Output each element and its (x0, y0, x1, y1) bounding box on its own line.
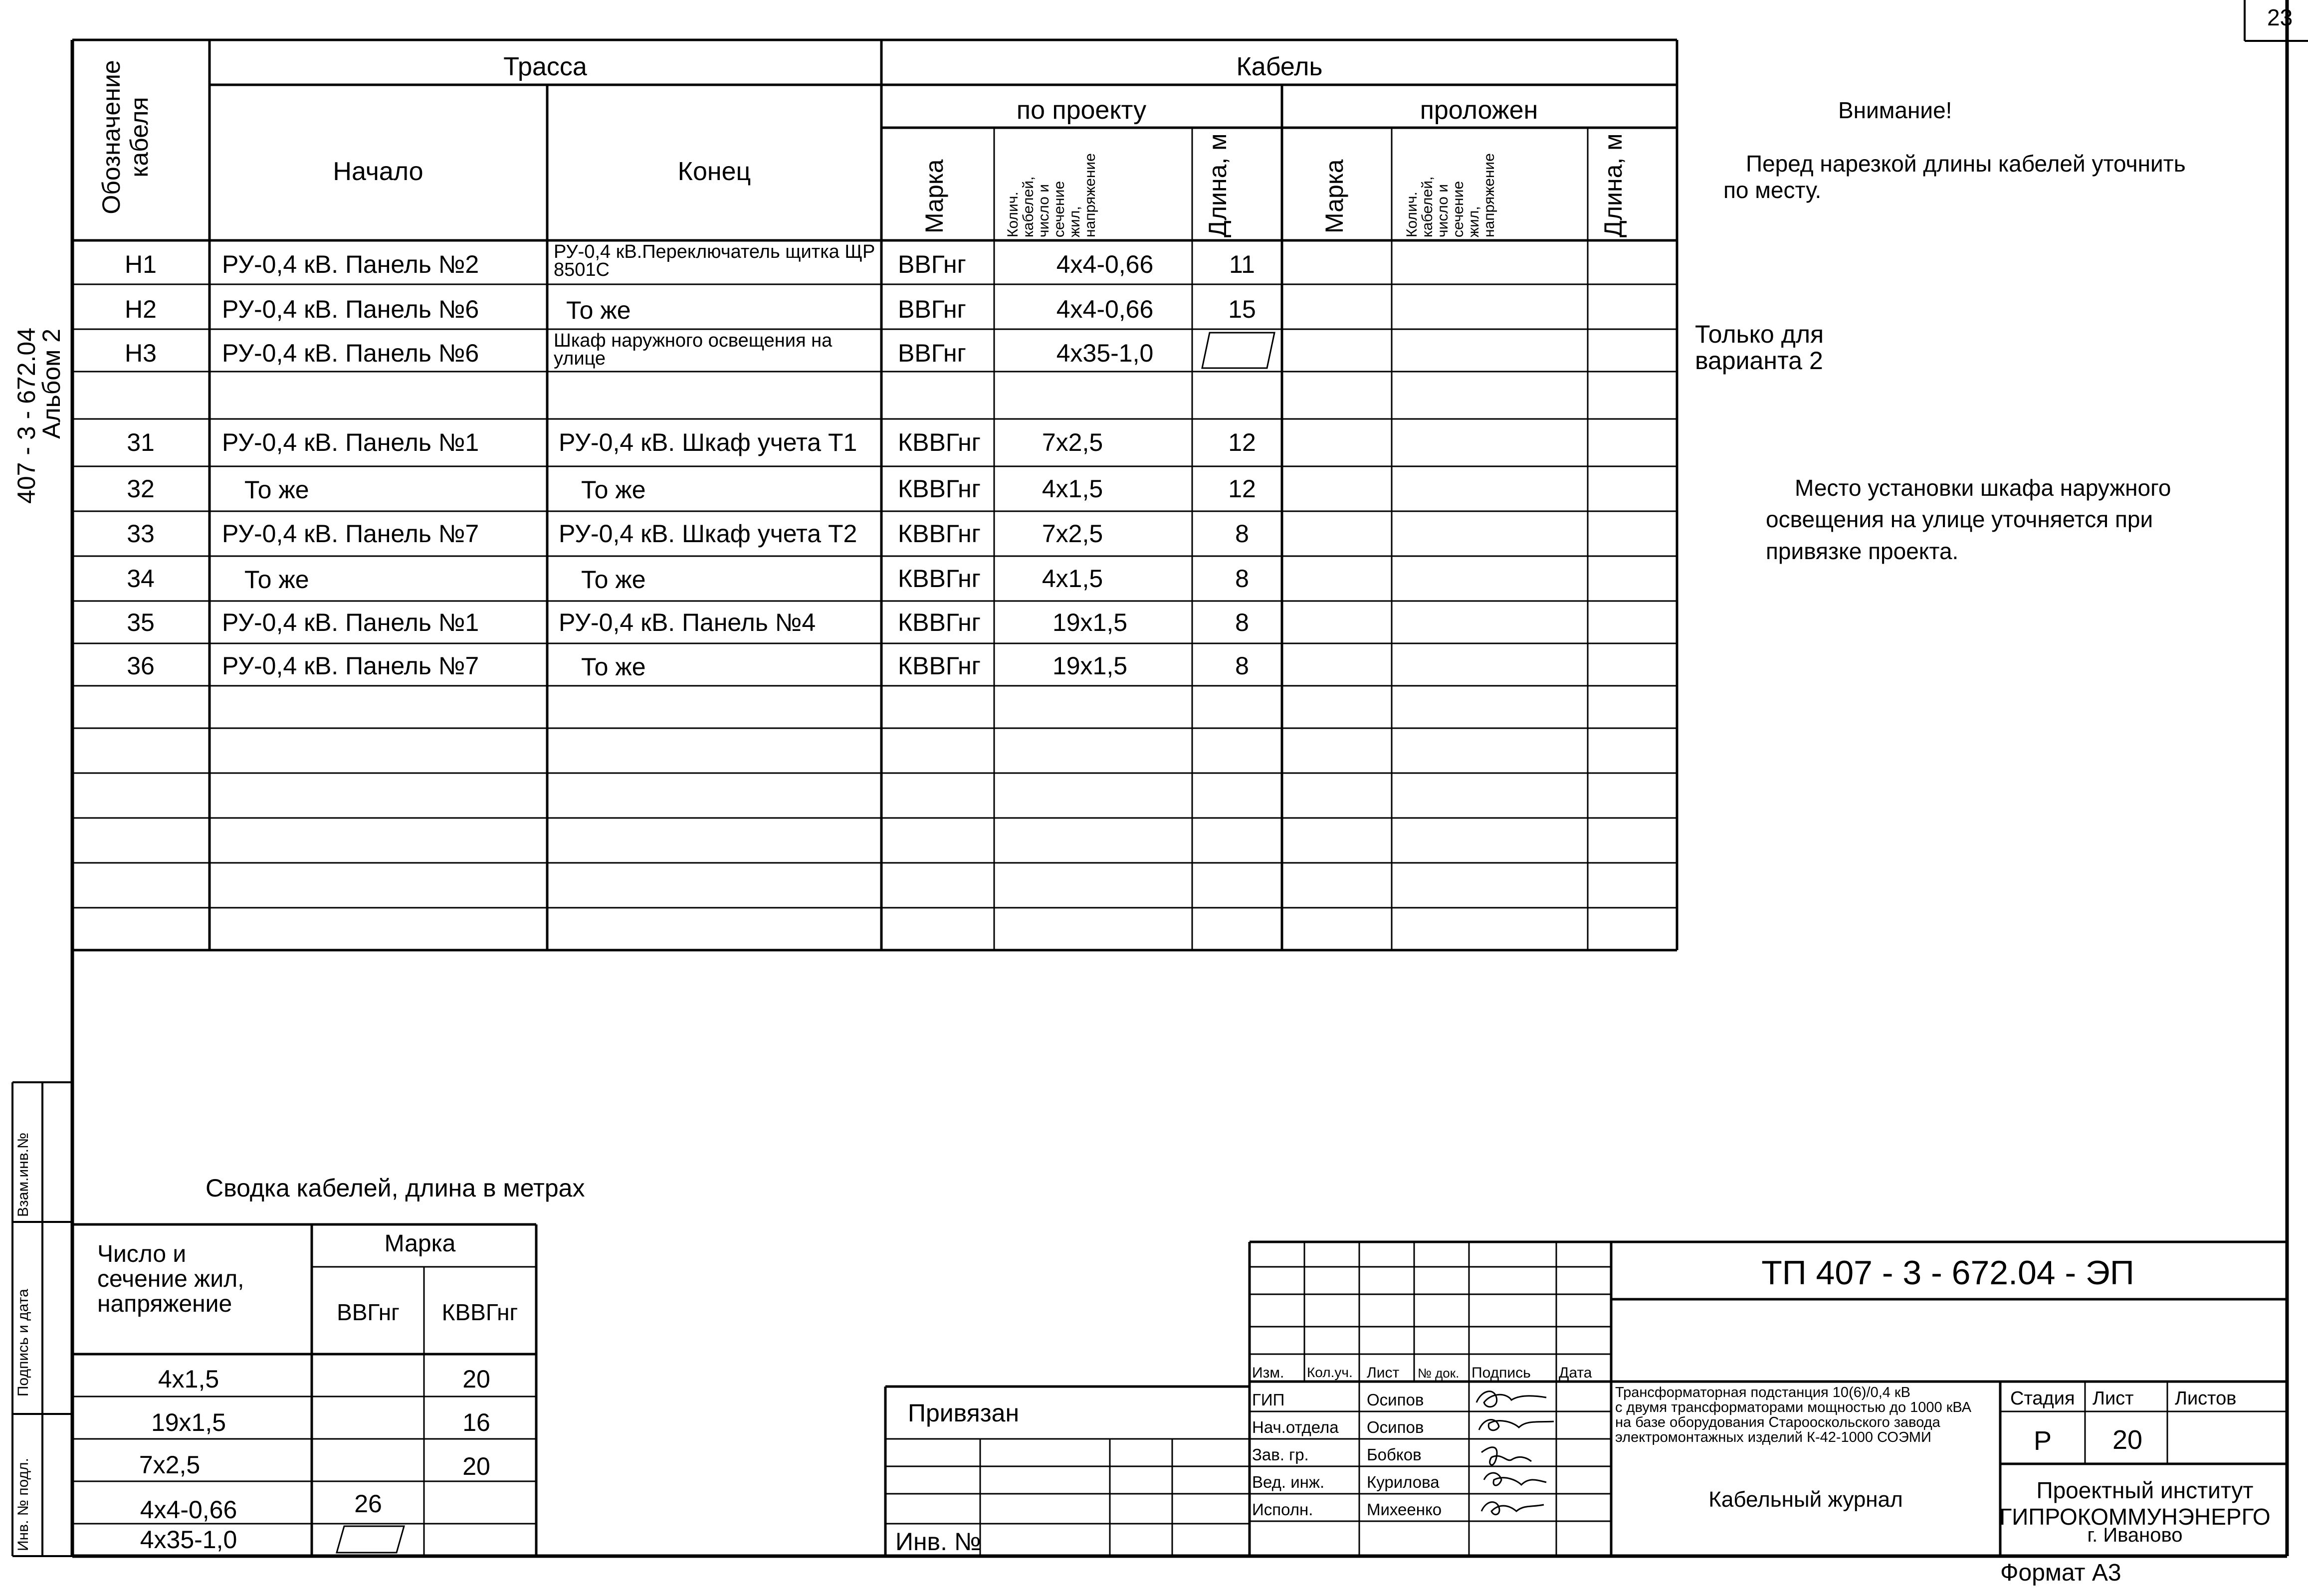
summary-section: 4х1,5 (158, 1365, 219, 1393)
stamp-inv-podl: Инв. № подл. (15, 1458, 31, 1551)
cell-length: 8 (1235, 608, 1249, 636)
sheet-name: Кабельный журнал (1708, 1487, 1903, 1512)
cell-start: РУ-0,4 кВ. Панель №6 (222, 339, 479, 367)
summary-section: 4х35-1,0 (140, 1526, 237, 1554)
summary-header-vvg: ВВГнг (337, 1299, 400, 1325)
tb-sheets-label: Листов (2175, 1388, 2237, 1409)
note-attention-title: Внимание! (1838, 97, 1952, 123)
cell-start: РУ-0,4 кВ. Панель №7 (222, 520, 479, 548)
cell-length: 8 (1235, 652, 1249, 680)
header-qty-laid: Колич. кабелей, число и сечение жил, напряжение (1404, 153, 1497, 237)
cell-designation: 32 (127, 475, 155, 503)
cell-section: 7х2,5 (1042, 428, 1103, 456)
summary-kvvg: 20 (462, 1452, 490, 1480)
side-album-label: Альбом 2 (37, 328, 65, 439)
note-attention-line1: Перед нарезкой длины кабелей уточнить (1746, 151, 2186, 177)
cell-start: РУ-0,4 кВ. Панель №1 (222, 428, 479, 456)
summary-section: 19х1,5 (151, 1408, 226, 1436)
cell-designation: Н3 (125, 339, 157, 367)
org-line1: Проектный институт (2036, 1477, 2254, 1503)
cell-length: 8 (1235, 520, 1249, 548)
cell-mark: ВВГнг (898, 295, 966, 323)
cell-end: РУ-0,4 кВ. Панель №4 (559, 608, 816, 636)
cell-start: РУ-0,4 кВ. Панель №2 (222, 250, 479, 278)
header-designation: Обозначение кабеля (97, 60, 153, 214)
cell-start: То же (244, 566, 309, 594)
cell-start: РУ-0,4 кВ. Панель №7 (222, 652, 479, 680)
tb-role: Исполн. (1252, 1500, 1313, 1519)
cell-mark: КВВГнг (898, 608, 981, 636)
cell-end: РУ-0,4 кВ. Шкаф учета Т1 (559, 428, 857, 456)
cell-designation: Н1 (125, 250, 157, 278)
privyazan-label: Привязан (908, 1399, 1020, 1427)
summary-kvvg: 20 (462, 1365, 490, 1393)
tb-name: Михеенко (1367, 1500, 1442, 1519)
note-only-v2-line2: варианта 2 (1695, 347, 1823, 375)
sheet-corner-number: 23 (2267, 4, 2293, 30)
cell-end: РУ-0,4 кВ. Шкаф учета Т2 (559, 520, 857, 548)
note-only-v2-line1: Только для (1695, 320, 1824, 348)
cell-mark: КВВГнг (898, 475, 981, 503)
tb-header-data: Дата (1559, 1365, 1592, 1381)
cell-start: РУ-0,4 кВ. Панель №1 (222, 608, 479, 636)
header-length-laid: Длина, м (1599, 133, 1627, 237)
header-qty-design: Колич. кабелей, число и сечение жил, напряжение (1005, 153, 1098, 237)
cell-designation: 34 (127, 565, 155, 593)
header-start: Начало (333, 157, 423, 186)
tb-header-koluch: Кол.уч. (1307, 1365, 1353, 1380)
tb-name: Бобков (1367, 1445, 1422, 1464)
header-mark-design: Марка (920, 159, 948, 233)
tb-role: ГИП (1252, 1391, 1285, 1409)
cell-end: То же (581, 566, 646, 594)
tb-header-podpis: Подпись (1471, 1365, 1531, 1381)
org-line3: г. Иваново (2087, 1524, 2183, 1546)
cell-start: РУ-0,4 кВ. Панель №6 (222, 295, 479, 323)
cell-mark: ВВГнг (898, 339, 966, 367)
signatures-graphic (1471, 1383, 1556, 1552)
tb-header-izm: Изм. (1252, 1365, 1284, 1381)
header-laid: проложен (1420, 96, 1538, 125)
header-route-group: Трасса (503, 52, 587, 81)
stamp-vzam-inv: Взам.инв.№ (15, 1132, 31, 1217)
tb-role: Зав. гр. (1252, 1445, 1309, 1464)
header-mark-laid: Марка (1320, 159, 1348, 233)
summary-vvg: 26 (354, 1490, 382, 1518)
tb-header-list: Лист (1367, 1365, 1400, 1381)
tb-role: Вед. инж. (1252, 1473, 1325, 1491)
summary-header-mark: Марка (384, 1230, 456, 1257)
cell-designation: 36 (127, 652, 155, 680)
tb-role: Нач.отдела (1252, 1418, 1339, 1436)
note-place-line3: привязке проекта. (1766, 538, 1959, 564)
project-description: Трансформаторная подстанция 10(6)/0,4 кВ с двумя трансформаторами мощностью до 1000 кВА на базе оборудования Старооскольского завода электромонтажных изделий К-42-1000 СОЭМИ (1615, 1385, 1972, 1445)
header-by-design: по проекту (1016, 96, 1147, 125)
cell-end: То же (581, 476, 646, 504)
summary-section: 7х2,5 (139, 1451, 201, 1479)
org-line2: ГИПРОКОММУНЭНЕРГО (1999, 1504, 2271, 1530)
cell-mark: ВВГнг (898, 250, 966, 278)
cell-mark: КВВГнг (898, 565, 981, 593)
cell-section: 4х1,5 (1042, 565, 1103, 593)
note-place-line2: освещения на улице уточняется при (1766, 506, 2153, 532)
cell-length: 8 (1235, 565, 1249, 593)
cell-mark: КВВГнг (898, 428, 981, 456)
cell-section: 4х4-0,66 (1056, 295, 1154, 323)
cell-length: 15 (1228, 295, 1256, 323)
cell-end: Шкаф наружного освещения на улице (554, 330, 833, 369)
cell-section: 4х35-1,0 (1056, 339, 1154, 367)
tb-name: Осипов (1367, 1391, 1424, 1409)
stamp-podpis-data: Подпись и дата (15, 1289, 31, 1396)
tb-header-ndok: № док. (1418, 1366, 1460, 1381)
side-document-code: 407 - 3 - 672.04 (12, 327, 40, 504)
tb-stage-label: Стадия (2010, 1388, 2075, 1409)
cell-designation: Н2 (125, 295, 157, 323)
summary-title: Сводка кабелей, длина в метрах (206, 1174, 585, 1202)
document-code: ТП 407 - 3 - 672.04 - ЭП (1761, 1254, 2134, 1292)
cell-section: 7х2,5 (1042, 520, 1103, 548)
cell-end: То же (581, 653, 646, 681)
note-attention-line2: по месту. (1723, 177, 1822, 203)
cell-designation: 33 (127, 520, 155, 548)
cell-section: 4х1,5 (1042, 475, 1103, 503)
inv-number-label: Инв. № (895, 1528, 981, 1556)
summary-section: 4х4-0,66 (140, 1496, 237, 1524)
cell-length: 12 (1228, 475, 1256, 503)
cell-designation: 35 (127, 608, 155, 636)
cell-section: 4х4-0,66 (1056, 250, 1154, 278)
header-end: Конец (677, 157, 751, 186)
cell-mark: КВВГнг (898, 652, 981, 680)
cell-mark: КВВГнг (898, 520, 981, 548)
cell-length: 11 (1229, 250, 1255, 278)
cell-end: РУ-0,4 кВ.Переключатель щитка ЩР 8501С (554, 241, 875, 280)
tb-name: Курилова (1367, 1473, 1440, 1491)
tb-name: Осипов (1367, 1418, 1424, 1436)
note-place-line1: Место установки шкафа наружного (1795, 475, 2171, 501)
cell-start: То же (244, 476, 309, 504)
header-cable-group: Кабель (1236, 52, 1323, 81)
tb-stage-value: Р (2033, 1426, 2052, 1456)
tb-sheet-label: Лист (2093, 1388, 2134, 1409)
summary-kvvg: 16 (462, 1408, 490, 1436)
cell-length: 12 (1228, 428, 1256, 456)
summary-header-kvvg: КВВГнг (441, 1299, 518, 1325)
cell-designation: 31 (127, 428, 155, 456)
format-label: Формат А3 (2000, 1560, 2121, 1586)
cell-section: 19х1,5 (1052, 608, 1128, 636)
header-length-design: Длина, м (1204, 133, 1232, 237)
summary-col-label: Число и сечение жил, напряжение (97, 1241, 244, 1317)
cell-section: 19х1,5 (1052, 652, 1128, 680)
tb-sheet-value: 20 (2112, 1425, 2143, 1455)
cell-end: То же (566, 296, 631, 324)
